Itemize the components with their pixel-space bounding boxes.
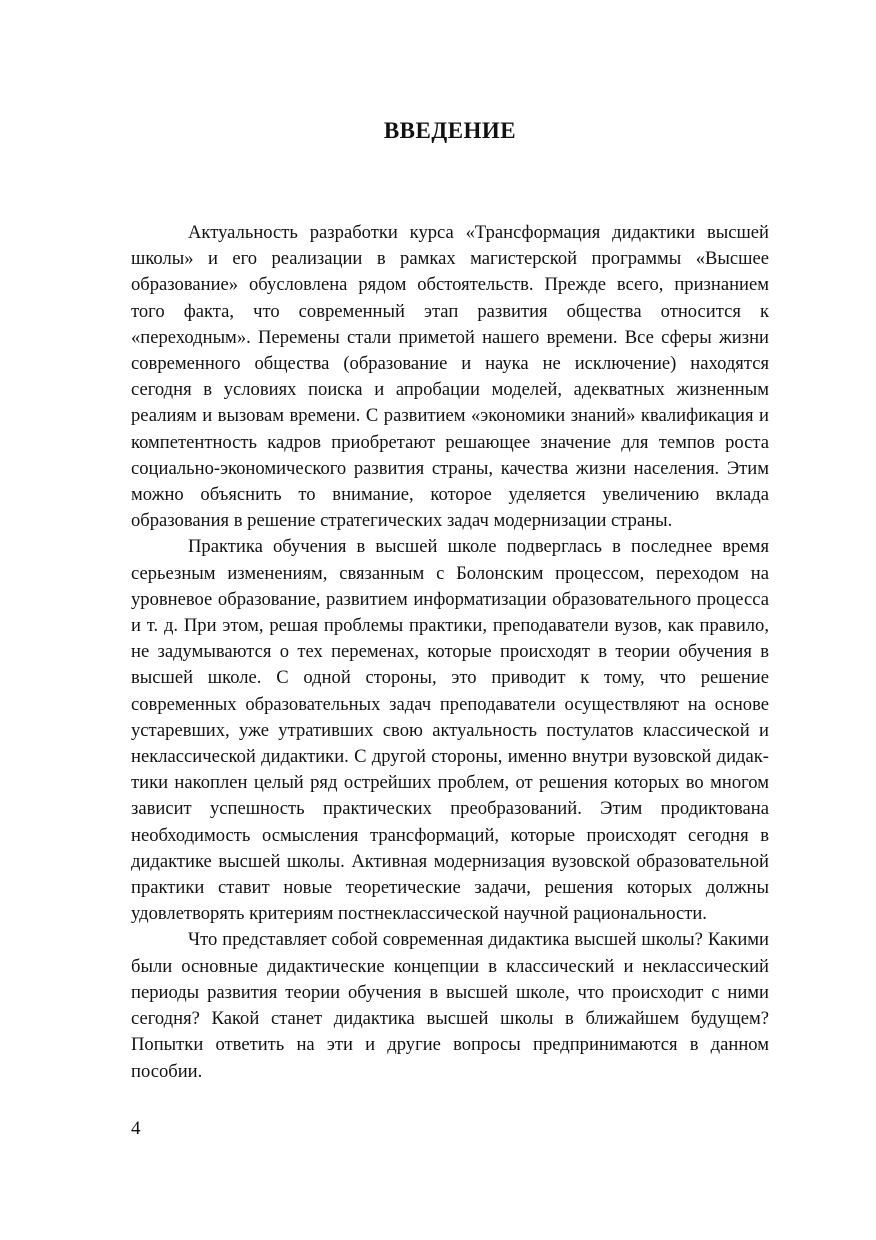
paragraph-3: Что представляет собой современная дидактика высшей школы? Какими были основные дидактические концепции в классический и неклассический периоды развития теории обучения в высшей школе, что происходит с ними сегодня? Какой станет дидактика высшей школы в ближайшем будущем? Попытки ответить на эти и другие вопросы предпринимаются в данном пособии. [131, 929, 769, 1082]
paragraph-2: Практика обучения в высшей школе подверглась в последнее время серьезным изменениям, связанным с Болонским процессом, переходом на уровневое образование, развитием информатизации образовательного процесса и т. д. При этом, решая проблемы практики, преподаватели вузов, как правило, не задумываются о тех переменах, которые происходят в теории обучения в высшей школе. С одной стороны, это приводит к тому, что решение современных образовательных задач преподаватели осуществляют на основе устаревших, уже утративших свою актуальность постулатов классической и неклассической дидактики. С другой стороны, именно внутри вузовской дидактики накоплен целый ряд острейших проблем, от решения которых во многом зависит успешность практических преобразований. Этим продиктована необходимость осмысления трансформаций, которые происходят сегодня в дидактике высшей школы. Активная модернизация вузовской образовательной практики ставит новые теоретические задачи, решения которых должны удовлетворять критериям постнеклассической научной рациональности. [131, 536, 769, 925]
page-number: 4 [131, 1118, 141, 1139]
body-text [131, 220, 769, 1085]
page-title: ВВЕДЕНИЕ [383, 118, 517, 143]
paragraph-1: Актуальность разработки курса «Трансформация дидактики высшей школы» и его реализации в рамках магистерской программы «Высшее образование» обусловлена рядом обстоятельств. Прежде всего, признанием того факта, что современный этап развития общества относится к «переходным». Перемены стали приметой нашего времени. Все сферы жизни современного общества (образование и наука не исключение) находятся сегодня в условиях поиска и апробации моделей, адекватных жизненным реалиям и вызовам времени. С развитием «экономики знаний» квалификация и компетентность кадров приобретают решающее значение для темпов роста социально-экономического развития страны, качества жизни населения. Этим можно объяснить то внимание, которое уделяется увеличению вклада образования в решение стратегических задач модернизации страны. [131, 222, 769, 532]
